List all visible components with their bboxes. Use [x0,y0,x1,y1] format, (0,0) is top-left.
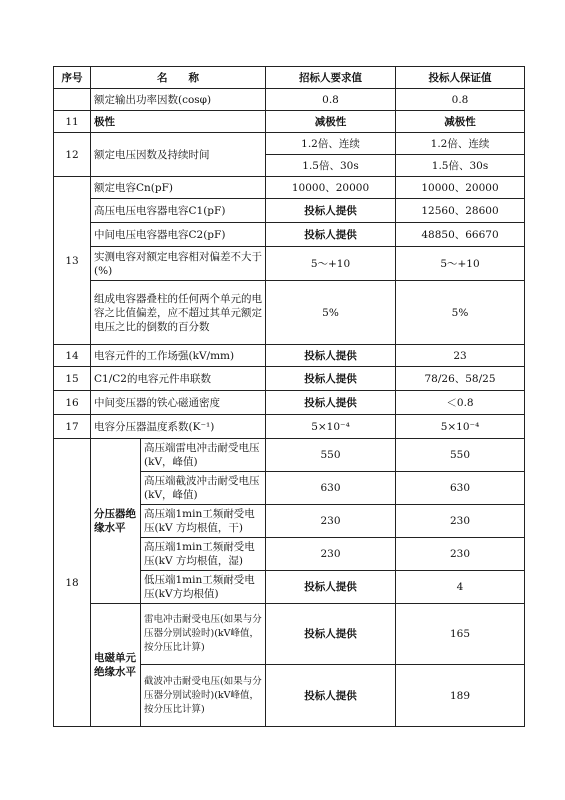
row-required: 1.5倍、30s [266,155,396,177]
row-no: 15 [54,367,91,391]
row-guaranteed: 630 [396,472,525,505]
row-no: 12 [54,133,91,177]
row-name: 额定电压因数及持续时间 [91,133,266,177]
row-required: 投标人提供 [266,367,396,391]
row-name: 高压端1min工频耐受电压(kV 方均根值，湿) [141,538,266,571]
row-name: 额定电容Cn(pF) [91,177,266,199]
row-required: 投标人提供 [266,199,396,223]
row-required: 0.8 [266,89,396,111]
header-required: 招标人要求值 [266,67,396,89]
header-guaranteed: 投标人保证值 [396,67,525,89]
row-guaranteed: 5×10⁻⁴ [396,415,525,439]
header-no: 序号 [54,67,91,89]
row-name: 电容分压器温度系数(K⁻¹) [91,415,266,439]
row-required: 投标人提供 [266,223,396,247]
row-name: 电容元件的工作场强(kV/mm) [91,345,266,367]
row-guaranteed: 230 [396,538,525,571]
row-required: 5% [266,281,396,345]
row-guaranteed: 550 [396,439,525,472]
row-guaranteed: ＜0.8 [396,391,525,415]
row-guaranteed: 48850、66670 [396,223,525,247]
row-name: 实测电容对额定电容相对偏差不大于(%) [91,247,266,281]
row-name: 高压端雷电冲击耐受电压(kV，峰值) [141,439,266,472]
row-required: 630 [266,472,396,505]
row-guaranteed: 230 [396,505,525,538]
row-no: 14 [54,345,91,367]
row-guaranteed: 1.2倍、连续 [396,133,525,155]
row-name: 组成电容器叠柱的任何两个单元的电容之比值偏差，应不超过其单元额定电压之比的倒数的百分数 [91,281,266,345]
row-name: 雷电冲击耐受电压(如果与分压器分别试验时)(kV峰值，按分压比计算) [141,604,266,665]
parameter-table [53,66,525,727]
row-guaranteed: 5～+10 [396,247,525,281]
row-required: 减极性 [266,111,396,133]
row-required: 10000、20000 [266,177,396,199]
row-name: 截波冲击耐受电压(如果与分压器分别试验时)(kV峰值，按分压比计算) [141,665,266,727]
row-guaranteed: 0.8 [396,89,525,111]
row-required: 投标人提供 [266,345,396,367]
row-name: 额定输出功率因数(cosφ) [91,89,266,111]
row-name: 高压电压电容器电容C1(pF) [91,199,266,223]
row-required: 230 [266,505,396,538]
row-no: 13 [54,177,91,345]
row-required: 投标人提供 [266,604,396,665]
row-required: 5～+10 [266,247,396,281]
row-required: 1.2倍、连续 [266,133,396,155]
row-guaranteed: 10000、20000 [396,177,525,199]
row-no: 16 [54,391,91,415]
row-guaranteed: 23 [396,345,525,367]
row-no: 11 [54,111,91,133]
row-name: 极性 [91,111,266,133]
row-guaranteed: 78/26、58/25 [396,367,525,391]
row-name: 高压端截波冲击耐受电压(kV，峰值) [141,472,266,505]
group-label: 分压器绝缘水平 [91,439,141,604]
row-name: C1/C2的电容元件串联数 [91,367,266,391]
row-no: 17 [54,415,91,439]
row-guaranteed: 12560、28600 [396,199,525,223]
row-name: 中间变压器的铁心磁通密度 [91,391,266,415]
row-required: 投标人提供 [266,571,396,604]
row-no-empty [54,89,91,111]
row-guaranteed: 189 [396,665,525,727]
row-name: 中间电压电容器电容C2(pF) [91,223,266,247]
row-required: 5×10⁻⁴ [266,415,396,439]
row-required: 230 [266,538,396,571]
row-required: 投标人提供 [266,665,396,727]
row-no: 18 [54,439,91,727]
row-guaranteed: 5% [396,281,525,345]
row-required: 550 [266,439,396,472]
row-required: 投标人提供 [266,391,396,415]
row-guaranteed: 1.5倍、30s [396,155,525,177]
row-name: 低压端1min工频耐受电压(kV方均根值) [141,571,266,604]
row-guaranteed: 4 [396,571,525,604]
row-guaranteed: 减极性 [396,111,525,133]
row-name: 高压端1min工频耐受电压(kV 方均根值，干) [141,505,266,538]
group-label: 电磁单元绝缘水平 [91,604,141,727]
header-name: 名 称 [91,67,266,89]
row-guaranteed: 165 [396,604,525,665]
